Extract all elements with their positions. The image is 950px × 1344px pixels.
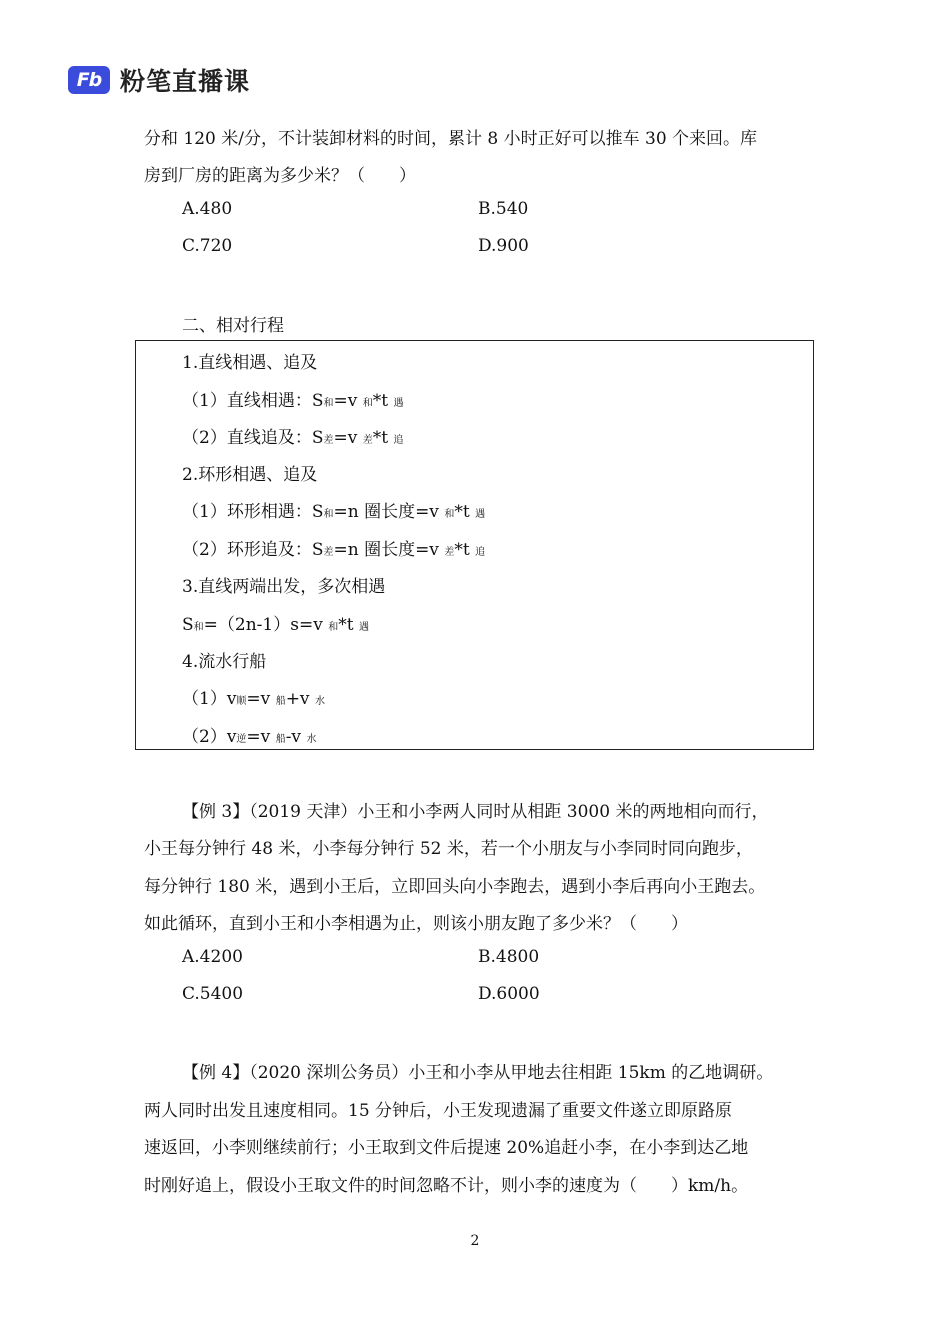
question-text-line: 分和 120 米/分，不计装卸材料的时间，累计 8 小时正好可以推车 30 个来回。库 [144,129,758,149]
formula-item: 2.环形相遇、追及 [182,465,318,485]
example-3-text: 小王每分钟行 48 米，小李每分钟行 52 米，若一个小朋友与小李同时同向跑步， [144,839,753,859]
brand-name: 粉笔直播课 [120,67,251,96]
option-c: C.5400 [182,984,244,1004]
formula-item: S和=（2n-1）s=v 和*t 遇 [182,615,369,635]
option-d: D.6000 [478,984,540,1004]
question-text-line: 房到厂房的距离为多少米？（ ） [144,166,416,186]
formula-item: 3.直线两端出发，多次相遇 [182,577,386,597]
formula-item: （2）直线追及：S差=v 差*t 追 [182,428,404,448]
formula-item: 4.流水行船 [182,652,267,672]
option-a: A.4200 [182,947,243,967]
page-number: 2 [470,1233,480,1249]
option-a: A.480 [182,199,233,219]
brand-logo [68,62,250,98]
formula-item: 1.直线相遇、追及 [182,353,318,373]
option-b: B.4800 [478,947,540,967]
example-3-text: 每分钟行 180 米，遇到小王后，立即回头向小李跑去，遇到小李后再向小王跑去。 [144,877,766,897]
example-3-text: 如此循环，直到小王和小李相遇为止，则该小朋友跑了多少米？（ ） [144,914,688,934]
example-4-text: 【例 4】（2020 深圳公务员）小王和小李从甲地去往相距 15km 的乙地调研。 [182,1063,774,1083]
formula-item: （1）v顺=v 船+v 水 [182,689,325,709]
option-b: B.540 [478,199,529,219]
example-4-text: 时刚好追上，假设小王取文件的时间忽略不计，则小李的速度为（ ）km/h。 [144,1176,749,1196]
fb-logo-icon: Fb [68,66,110,94]
section-heading: 二、相对行程 [182,316,284,336]
formula-item: （2）环形追及：S差=n 圈长度=v 差*t 追 [182,540,486,560]
formula-item: （1）环形相遇：S和=n 圈长度=v 和*t 遇 [182,502,486,522]
formula-item: （1）直线相遇：S和=v 和*t 遇 [182,391,404,411]
option-c: C.720 [182,236,233,256]
formula-item: （2）v逆=v 船-v 水 [182,727,317,747]
example-4-text: 两人同时出发且速度相同。15 分钟后，小王发现遗漏了重要文件遂立即原路原 [144,1101,733,1121]
example-4-text: 速返回，小李则继续前行；小王取到文件后提速 20%追赶小李，在小李到达乙地 [144,1138,749,1158]
example-3-text: 【例 3】（2019 天津）小王和小李两人同时从相距 3000 米的两地相向而行， [182,802,769,822]
option-d: D.900 [478,236,529,256]
